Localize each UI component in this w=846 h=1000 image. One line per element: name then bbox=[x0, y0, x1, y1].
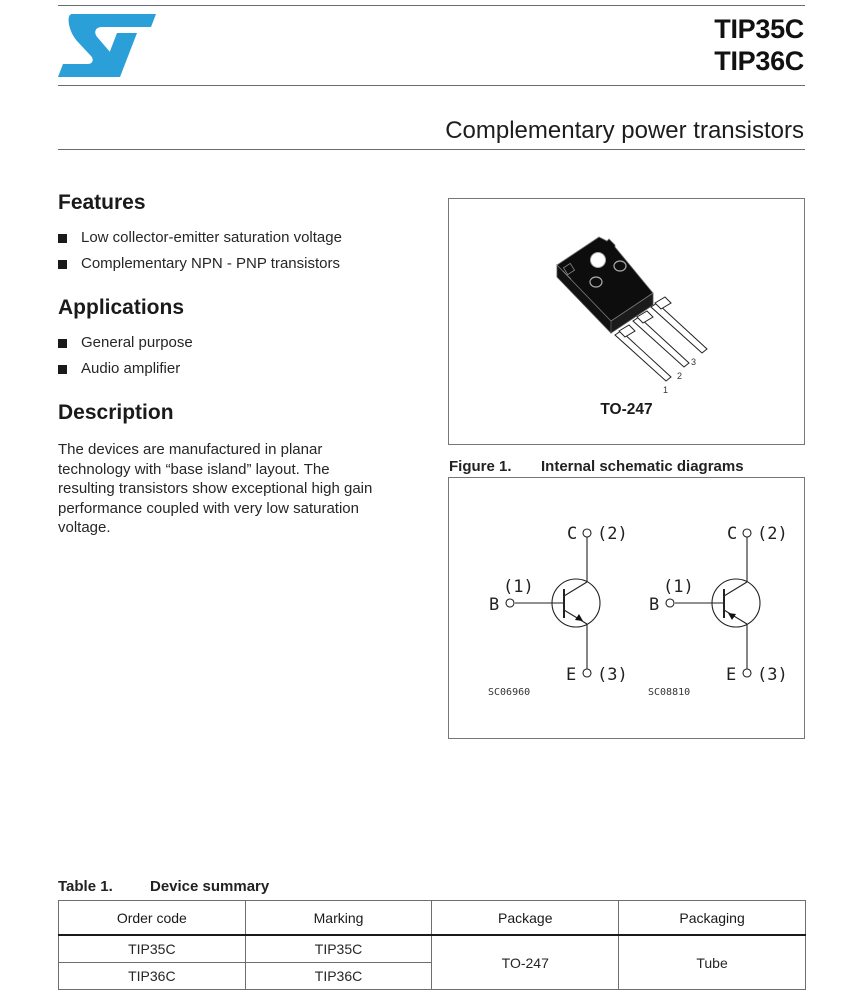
figure-caption bbox=[449, 458, 744, 476]
npn-collector-pin: (2) bbox=[597, 524, 628, 544]
description-line: technology with “base island” layout. The bbox=[58, 460, 330, 478]
table-row bbox=[59, 935, 806, 963]
application-item bbox=[58, 333, 193, 353]
marking-cell: TIP36C bbox=[245, 963, 432, 990]
pnp-base-letter: B bbox=[649, 595, 660, 615]
pin-label-1: 1 bbox=[663, 385, 669, 395]
document-subtitle: Complementary power transistors bbox=[445, 117, 804, 144]
bullet-square-icon bbox=[58, 260, 67, 269]
pnp-drawing-code: SC08810 bbox=[648, 687, 691, 698]
description-line: voltage. bbox=[58, 519, 111, 537]
description-paragraph bbox=[58, 440, 408, 538]
header-top-rule bbox=[58, 5, 805, 6]
part-number-1: TIP35C bbox=[714, 14, 804, 44]
npn-transistor-symbol bbox=[506, 529, 600, 677]
application-item bbox=[58, 359, 180, 379]
package-figure bbox=[448, 198, 805, 445]
pnp-collector-pin: (2) bbox=[757, 524, 788, 544]
npn-emitter-pin: (3) bbox=[597, 665, 628, 685]
description-line: resulting transistors show exceptional high gain bbox=[58, 480, 373, 498]
features-heading: Features bbox=[58, 191, 146, 214]
mounting-hole bbox=[591, 253, 606, 268]
npn-base-pin: (1) bbox=[503, 577, 534, 597]
package-cell: TO-247 bbox=[432, 935, 619, 990]
npn-emitter-letter: E bbox=[566, 665, 577, 685]
order-code-cell: TIP35C bbox=[59, 935, 246, 963]
packaging-cell: Tube bbox=[619, 935, 806, 990]
npn-drawing-code: SC06960 bbox=[488, 687, 531, 698]
column-header-packaging: Packaging bbox=[619, 901, 806, 936]
marking-cell: TIP35C bbox=[245, 935, 432, 963]
schematic-diagrams bbox=[449, 478, 804, 738]
bullet-square-icon bbox=[58, 339, 67, 348]
table-number: Table 1. bbox=[58, 878, 113, 895]
feature-item-text: Complementary NPN - PNP transistors bbox=[81, 255, 340, 272]
feature-item bbox=[58, 228, 342, 248]
pin-label-3: 3 bbox=[691, 357, 697, 367]
pnp-collector-letter: C bbox=[727, 524, 738, 544]
table-caption bbox=[58, 878, 269, 896]
pnp-emitter-pin: (3) bbox=[757, 665, 788, 685]
application-item-text: General purpose bbox=[81, 334, 193, 351]
subtitle-rule bbox=[58, 149, 805, 150]
application-item-text: Audio amplifier bbox=[81, 360, 181, 377]
part-number-2: TIP36C bbox=[714, 46, 804, 76]
bullet-square-icon bbox=[58, 234, 67, 243]
figure-title: Internal schematic diagrams bbox=[541, 458, 744, 475]
column-header-order-code: Order code bbox=[59, 901, 246, 936]
order-code-cell: TIP36C bbox=[59, 963, 246, 990]
feature-item bbox=[58, 254, 340, 274]
pnp-emitter-letter: E bbox=[726, 665, 737, 685]
device-summary-table bbox=[58, 900, 806, 990]
pnp-transistor-symbol bbox=[666, 529, 760, 677]
bullet-square-icon bbox=[58, 365, 67, 374]
feature-item-text: Low collector-emitter saturation voltage bbox=[81, 229, 342, 246]
header-mid-rule bbox=[58, 85, 805, 86]
npn-collector-letter: C bbox=[567, 524, 578, 544]
npn-base-letter: B bbox=[489, 595, 500, 615]
description-heading: Description bbox=[58, 401, 174, 424]
pnp-base-pin: (1) bbox=[663, 577, 694, 597]
column-header-marking: Marking bbox=[245, 901, 432, 936]
description-line: The devices are manufactured in planar bbox=[58, 441, 323, 458]
applications-heading: Applications bbox=[58, 296, 185, 319]
table-header-row bbox=[59, 901, 806, 936]
schematic-figure bbox=[448, 477, 805, 739]
description-line: performance coupled with very low saturation bbox=[58, 499, 359, 517]
package-label: TO-247 bbox=[600, 401, 653, 418]
column-header-package: Package bbox=[432, 901, 619, 936]
figure-number: Figure 1. bbox=[449, 458, 512, 475]
to247-package-illustration bbox=[549, 235, 709, 395]
pin-label-2: 2 bbox=[677, 371, 683, 381]
st-logo-icon bbox=[58, 14, 156, 77]
table-title: Device summary bbox=[150, 878, 270, 895]
